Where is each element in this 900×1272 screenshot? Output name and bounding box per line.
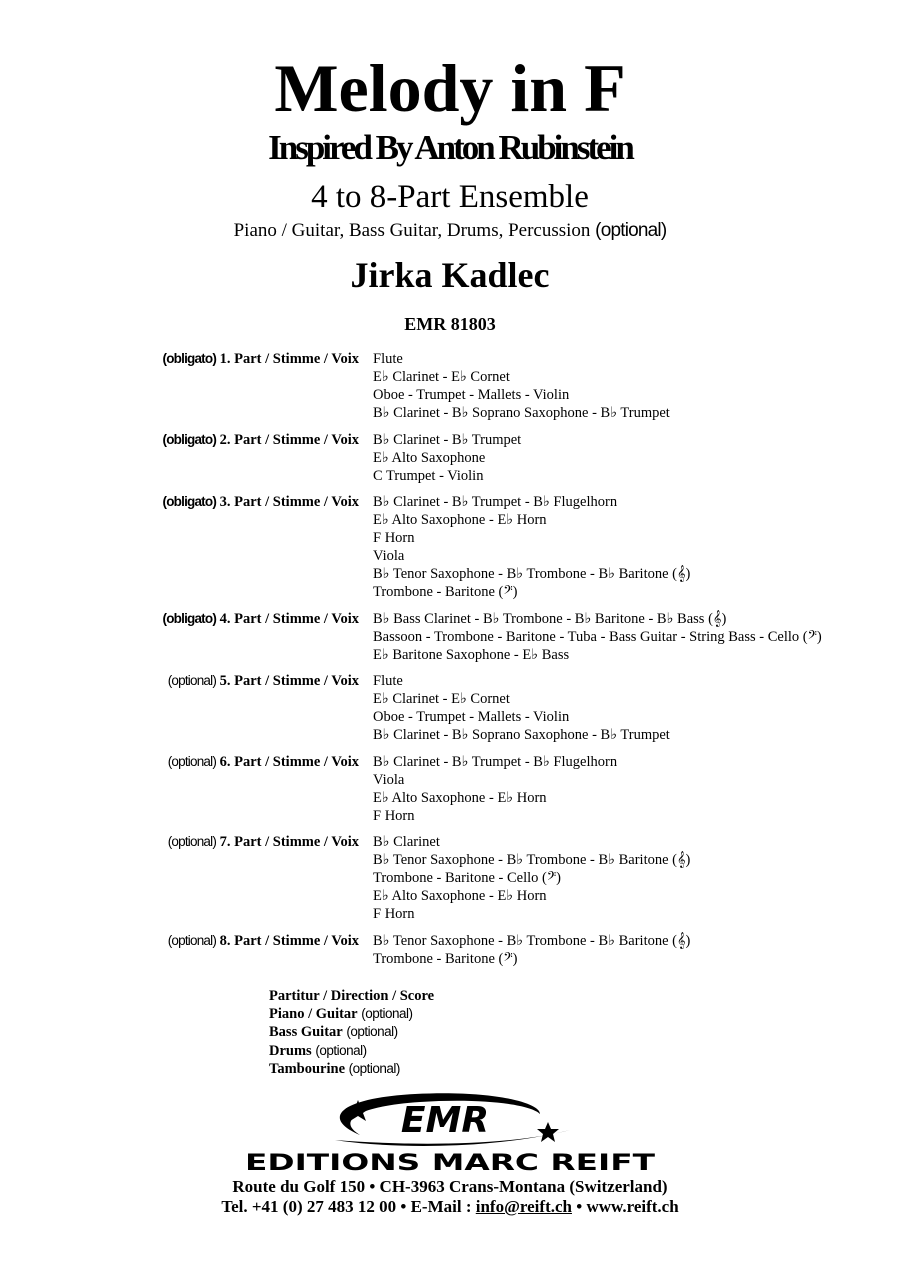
instrument-line: E♭ Alto Saxophone - E♭ Horn: [373, 888, 547, 904]
publisher-contact: Tel. +41 (0) 27 483 12 00 • E-Mail : info@reift.ch • www.reift.ch: [221, 1197, 679, 1216]
part-name: 1. Part / Stimme / Voix: [219, 351, 359, 367]
instrument-line: F Horn: [373, 906, 415, 922]
part-tag: (optional): [167, 834, 217, 849]
part-name: 8. Part / Stimme / Voix: [219, 932, 359, 949]
instrument-line: B♭ Tenor Saxophone - B♭ Trombone - B♭ Baritone (𝄞): [373, 852, 691, 868]
instrument-line: E♭ Alto Saxophone: [373, 449, 486, 466]
part-label: [0, 493, 359, 601]
instrument-line: B♭ Clarinet: [373, 834, 440, 850]
part-row: [0, 833, 900, 923]
email-link[interactable]: info@reift.ch: [475, 1197, 572, 1216]
part-label: [0, 932, 359, 968]
instrumentation-optional: (optional): [595, 220, 667, 241]
part-name: 7. Part / Stimme / Voix: [219, 834, 359, 850]
part-label: [0, 610, 359, 664]
instrument-line: B♭ Clarinet - B♭ Soprano Saxophone - B♭ Trumpet: [373, 727, 670, 743]
part-label: [0, 753, 359, 825]
instrument-line: B♭ Tenor Saxophone - B♭ Trombone - B♭ Baritone (𝄞): [373, 932, 691, 949]
extra-item: [269, 1023, 434, 1041]
part-label: [0, 431, 359, 485]
part-instruments: [373, 431, 521, 485]
extra-label: Drums: [269, 1042, 312, 1059]
ensemble-line: 4 to 8-Part Ensemble: [311, 179, 589, 215]
instrument-line: Oboe - Trumpet - Mallets - Violin: [373, 387, 570, 403]
part-instruments: [373, 932, 690, 968]
extra-label: Piano / Guitar: [269, 1006, 358, 1023]
part-name: 3. Part / Stimme / Voix: [219, 494, 359, 510]
instrument-line: E♭ Alto Saxophone - E♭ Horn: [373, 789, 547, 806]
extra-note: (optional): [315, 1042, 367, 1058]
composer: Jirka Kadlec: [350, 255, 550, 295]
part-row: [0, 932, 900, 968]
part-name: 6. Part / Stimme / Voix: [219, 753, 359, 770]
extra-item: [269, 1060, 434, 1078]
page-title: Melody in F: [274, 50, 626, 126]
instrument-line: Viola: [373, 771, 405, 788]
extra-item: [269, 1005, 434, 1023]
email-label: E-Mail :: [410, 1197, 472, 1216]
part-name: 5. Part / Stimme / Voix: [219, 673, 359, 689]
instrumentation-line: [0, 219, 900, 243]
part-instruments: [373, 833, 690, 923]
website-link[interactable]: www.reift.ch: [586, 1197, 679, 1216]
extra-note: (optional): [348, 1060, 400, 1076]
subtitle: Inspired By Anton Rubinstein: [268, 128, 632, 167]
extra-label: Bass Guitar: [269, 1024, 343, 1041]
part-label: [0, 672, 359, 744]
instrument-line: Viola: [373, 548, 405, 564]
extra-label: Partitur / Direction / Score: [269, 988, 435, 1004]
part-row: [0, 350, 900, 422]
part-tag: (obligato): [162, 431, 217, 447]
logo-publisher-name: EDITIONS MARC REIFT: [245, 1151, 655, 1174]
instrument-line: Trombone - Baritone - Cello (𝄢): [373, 870, 561, 886]
part-instruments: [373, 610, 822, 664]
instrumentation-text: Piano / Guitar, Bass Guitar, Drums, Percussion: [233, 220, 591, 241]
part-name: 4. Part / Stimme / Voix: [219, 610, 359, 627]
instrument-line: C Trumpet - Violin: [373, 467, 484, 484]
instrument-line: Oboe - Trumpet - Mallets - Violin: [373, 709, 570, 725]
instrument-line: B♭ Clarinet - B♭ Trumpet - B♭ Flugelhorn: [373, 753, 618, 770]
instrument-line: E♭ Clarinet - E♭ Cornet: [373, 691, 510, 707]
instrument-line: F Horn: [373, 530, 415, 546]
part-instruments: [373, 672, 670, 744]
logo-star-right: [537, 1122, 559, 1142]
part-tag: (optional): [167, 673, 217, 688]
part-row: [0, 753, 900, 825]
extra-note: (optional): [361, 1006, 413, 1022]
instrument-line: E♭ Alto Saxophone - E♭ Horn: [373, 512, 547, 528]
instrument-line: B♭ Clarinet - B♭ Trumpet - B♭ Flugelhorn: [373, 494, 618, 510]
part-tag: (optional): [167, 932, 217, 948]
publisher-address: Route du Golf 150 • CH-3963 Crans-Montana (Switzerland): [232, 1177, 668, 1196]
parts-list: [0, 350, 900, 976]
part-tag: (optional): [167, 753, 217, 769]
part-row: [0, 672, 900, 744]
instrument-line: B♭ Bass Clarinet - B♭ Trombone - B♭ Baritone - B♭ Bass (𝄞): [373, 610, 727, 627]
part-name: 2. Part / Stimme / Voix: [219, 431, 359, 448]
instrument-line: Trombone - Baritone (𝄢): [373, 584, 518, 600]
instrument-line: Bassoon - Trombone - Baritone - Tuba - Bass Guitar - String Bass - Cello (𝄢): [373, 628, 822, 645]
instrument-line: Trombone - Baritone (𝄢): [373, 950, 518, 967]
instrument-line: Flute: [373, 351, 403, 367]
instrument-line: B♭ Clarinet - B♭ Trumpet: [373, 431, 522, 448]
instrument-line: Flute: [373, 673, 403, 689]
part-tag: (obligato): [162, 494, 217, 509]
part-instruments: [373, 350, 670, 422]
instrument-line: B♭ Clarinet - B♭ Soprano Saxophone - B♭ Trumpet: [373, 405, 670, 421]
part-tag: (obligato): [162, 610, 217, 626]
instrument-line: B♭ Tenor Saxophone - B♭ Trombone - B♭ Baritone (𝄞): [373, 566, 691, 582]
phone: Tel. +41 (0) 27 483 12 00: [221, 1197, 397, 1216]
catalog-number: EMR 81803: [404, 314, 496, 334]
extra-item: [269, 1042, 434, 1060]
instrument-line: E♭ Baritone Saxophone - E♭ Bass: [373, 646, 570, 663]
instrument-line: F Horn: [373, 807, 415, 824]
extra-label: Tambourine: [269, 1060, 346, 1077]
part-instruments: [373, 753, 617, 825]
part-row: [0, 610, 900, 664]
extras-list: [269, 988, 434, 1078]
extra-note: (optional): [346, 1024, 398, 1040]
extra-item: [269, 988, 434, 1005]
part-label: [0, 833, 359, 923]
part-tag: (obligato): [162, 351, 217, 366]
logo-emr-text: EMR: [400, 1100, 490, 1141]
part-row: [0, 493, 900, 601]
part-label: [0, 350, 359, 422]
part-row: [0, 431, 900, 485]
part-instruments: [373, 493, 690, 601]
instrument-line: E♭ Clarinet - E♭ Cornet: [373, 369, 510, 385]
emr-logo: [240, 1088, 660, 1174]
